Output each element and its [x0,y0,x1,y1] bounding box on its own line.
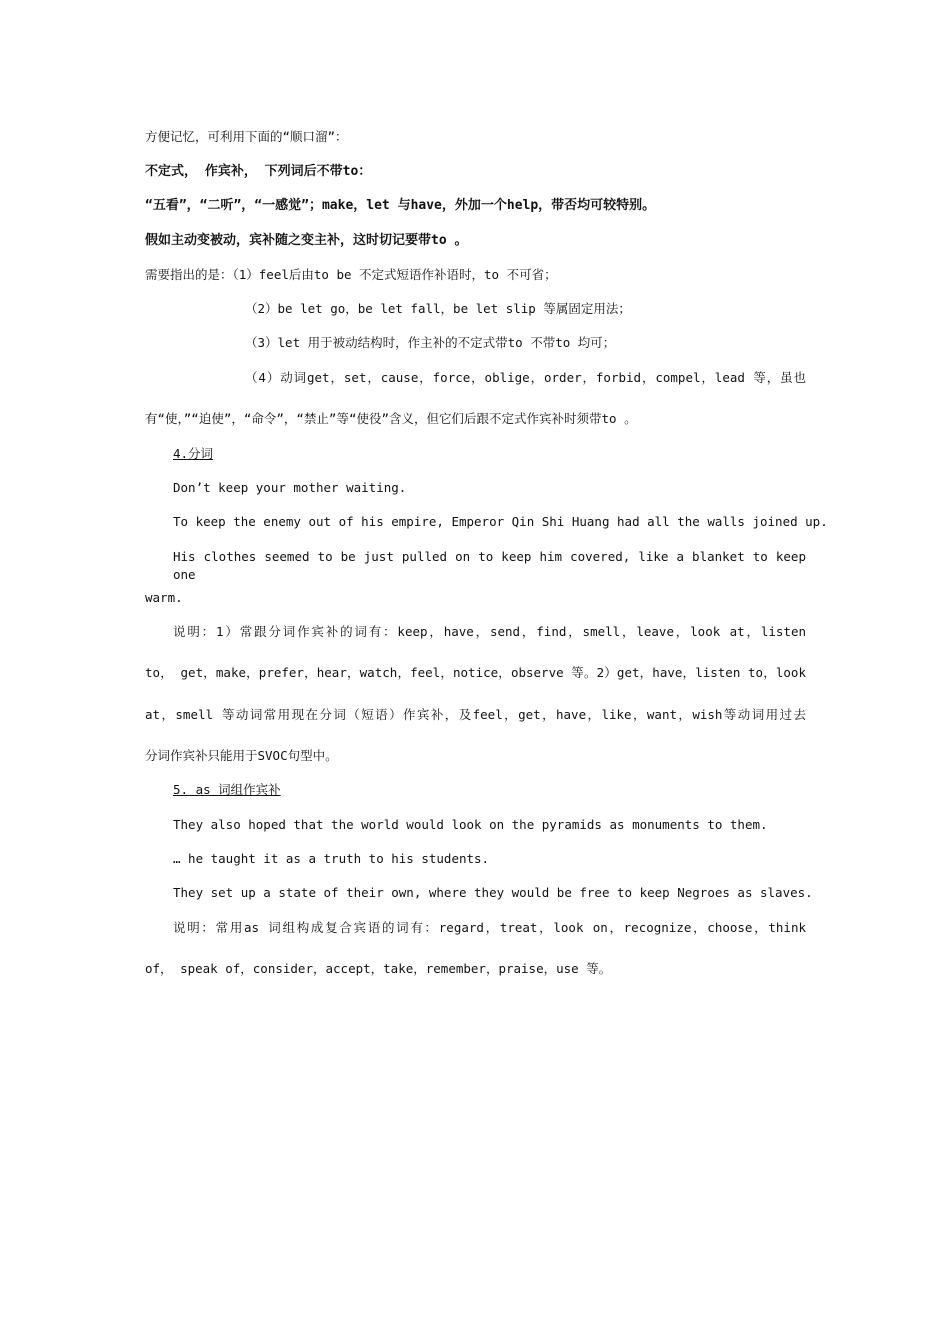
example-sentence: … he taught it as a truth to his students. [173,851,490,866]
rhyme-line-1: 不定式， 作宾补， 下列词后不带to： [145,164,372,179]
explanation-line: to， get，make，prefer，hear，watch，feel，notice，observe 等。2）get，have，listen to，look [145,665,806,680]
rhyme-line-2: “五看”，“二听”，“一感觉”；make，let 与have，外加一个help，带否均可较特别。 [145,198,656,213]
section-heading-as-phrase: 5. as 词组作宾补 [173,782,281,797]
example-sentence-continued: warm. [145,590,183,605]
example-sentence: They set up a state of their own, where they would be free to keep Negroes as slaves. [173,885,813,900]
example-sentence: They also hoped that the world would look on the pyramids as monuments to them. [173,817,768,832]
rhyme-line-3: 假如主动变被动，宾补随之变主补，这时切记要带to 。 [145,233,468,248]
explanation-line: at，smell 等动词常用现在分词（短语）作宾补，及feel，get，have，like，want，wish等动词用过去 [145,707,806,722]
note-line-1: 需要指出的是：（1）feel后由to be 不定式短语作补语时，to 不可省； [145,267,557,282]
intro-line: 方便记忆，可利用下面的“顺口溜”： [145,129,348,144]
note-line-4-continued: 有“使，”“迫使”，“命令”，“禁止”等“使役”含义，但它们后跟不定式作宾补时须带to 。 [145,411,637,426]
example-sentence: To keep the enemy out of his empire, Emperor Qin Shi Huang had all the walls joined up. [173,514,828,529]
note-line-3: （3）let 用于被动结构时，作主补的不定式带to 不带to 均可； [245,335,616,350]
section-heading-participle: 4.分词 [173,446,214,461]
explanation-line: of， speak of，consider，accept，take，remember，praise，use 等。 [145,961,612,976]
explanation-line: 分词作宾补只能用于SVOC句型中。 [145,748,338,763]
example-sentence: His clothes seemed to be just pulled on to keep him covered, like a blanket to keep one [173,549,806,582]
note-line-4: （4）动词get，set，cause，force，oblige，order，forbid，compel，lead 等，虽也 [245,370,806,385]
explanation-line: 说明：常用as 词组构成复合宾语的词有：regard，treat，look on，recognize，choose，think [173,920,806,935]
explanation-line: 说明：1）常跟分词作宾补的词有：keep，have，send，find，smell，leave，look at，listen [173,624,806,639]
note-line-2: （2）be let go，be let fall，be let slip 等属固定用法； [245,301,631,316]
example-sentence: Don’t keep your mother waiting. [173,480,407,495]
